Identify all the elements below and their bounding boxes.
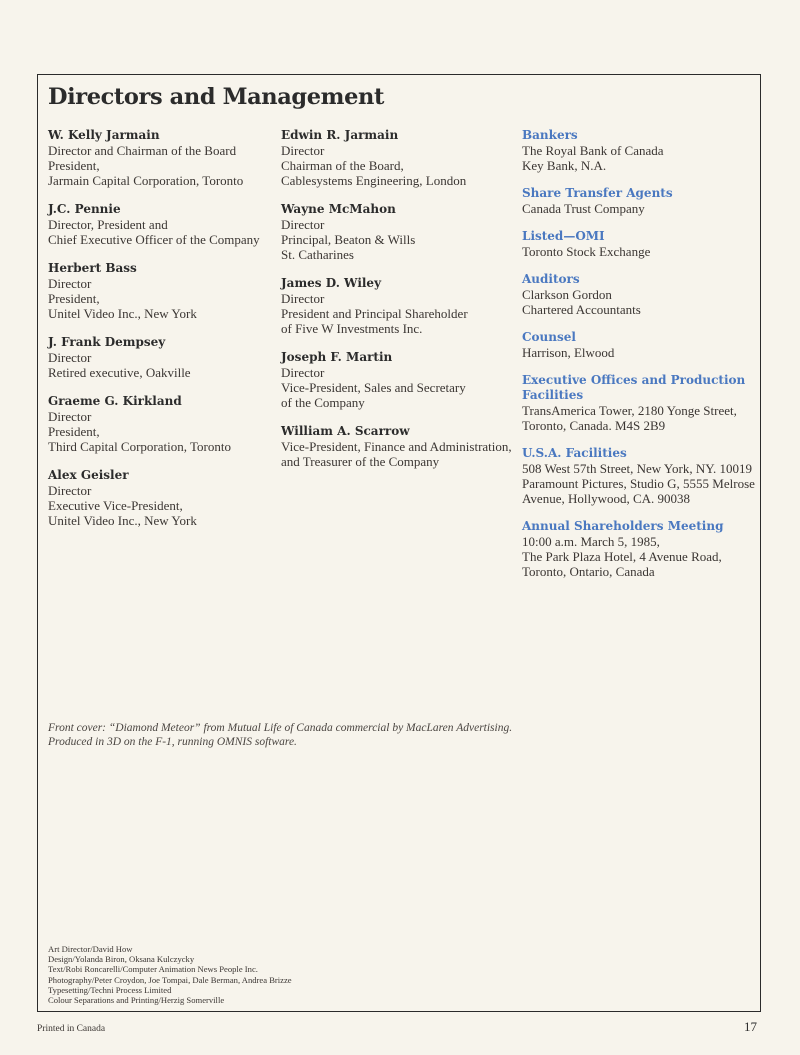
info-detail: Toronto, Canada. M4S 2B9 — [522, 418, 666, 433]
person-detail: Director — [48, 350, 92, 365]
person-entry — [281, 202, 511, 262]
printed-in-note: Printed in Canada — [37, 1024, 106, 1034]
person-name: Alex Geisler — [48, 468, 129, 482]
person-detail: President, — [48, 158, 100, 173]
person-name: James D. Wiley — [281, 276, 382, 290]
info-entry — [522, 229, 754, 259]
info-entry — [522, 128, 754, 173]
person-entry — [48, 128, 273, 188]
person-entry — [281, 276, 511, 336]
info-detail: Chartered Accountants — [522, 302, 641, 317]
info-detail: TransAmerica Tower, 2180 Yonge Street, — [522, 403, 737, 418]
person-entry — [48, 394, 273, 454]
info-detail: Canada Trust Company — [522, 201, 645, 216]
credit-line: Typesetting/Techni Process Limited — [48, 984, 172, 995]
person-detail: Director — [48, 409, 92, 424]
corporate-info-column — [522, 128, 754, 592]
directors-column-1 — [48, 128, 273, 542]
info-detail: Avenue, Hollywood, CA. 90038 — [522, 491, 691, 506]
person-name: Joseph F. Martin — [281, 350, 393, 364]
section-heading: Executive Offices and Production Facilities — [522, 373, 746, 402]
info-entry — [522, 446, 754, 506]
person-detail: Principal, Beaton & Wills — [281, 232, 416, 247]
info-entry — [522, 186, 754, 216]
info-entry — [522, 373, 754, 433]
info-entry — [522, 330, 754, 360]
person-detail: of the Company — [281, 395, 365, 410]
info-detail: 10:00 a.m. March 5, 1985, — [522, 534, 660, 549]
directors-column-2 — [281, 128, 511, 483]
person-detail: Director and Chairman of the Board — [48, 143, 237, 158]
person-detail: of Five W Investments Inc. — [281, 321, 423, 336]
person-entry — [48, 335, 273, 380]
info-entry — [522, 272, 754, 317]
info-detail: Harrison, Elwood — [522, 345, 615, 360]
person-name: William A. Scarrow — [281, 424, 410, 438]
person-entry — [48, 261, 273, 321]
info-detail: Clarkson Gordon — [522, 287, 612, 302]
person-name: Herbert Bass — [48, 261, 137, 275]
credit-line: Text/Robi Roncarelli/Computer Animation News People Inc. — [48, 964, 258, 975]
info-detail: 508 West 57th Street, New York, NY. 10019 — [522, 461, 752, 476]
section-heading: Annual Shareholders Meeting — [522, 519, 724, 533]
person-detail: St. Catharines — [281, 247, 354, 262]
person-name: Edwin R. Jarmain — [281, 128, 399, 142]
info-entry — [522, 519, 754, 579]
cover-note-line: Front cover: “Diamond Meteor” from Mutual Life of Canada commercial by MacLaren Advertising. — [48, 722, 513, 734]
section-heading: Bankers — [522, 128, 578, 142]
info-detail: The Park Plaza Hotel, 4 Avenue Road, — [522, 549, 722, 564]
person-name: W. Kelly Jarmain — [48, 128, 160, 142]
section-heading: Share Transfer Agents — [522, 186, 673, 200]
front-cover-note — [48, 721, 748, 749]
person-detail: Unitel Video Inc., New York — [48, 306, 197, 321]
person-detail: President, — [48, 424, 100, 439]
person-detail: Chairman of the Board, — [281, 158, 404, 173]
info-detail: The Royal Bank of Canada — [522, 143, 664, 158]
info-detail: Toronto Stock Exchange — [522, 244, 651, 259]
page-title: Directors and Management — [48, 84, 384, 110]
person-detail: Director — [48, 276, 92, 291]
credit-line: Art Director/David How — [48, 944, 133, 954]
person-entry — [281, 128, 511, 188]
person-detail: Director — [281, 217, 325, 232]
person-entry — [281, 350, 511, 410]
person-detail: and Treasurer of the Company — [281, 454, 440, 469]
person-detail: President, — [48, 291, 100, 306]
person-detail: Director — [281, 291, 325, 306]
person-name: Wayne McMahon — [281, 202, 396, 216]
production-credits — [48, 944, 648, 1005]
person-detail: President and Principal Shareholder — [281, 306, 468, 321]
credit-line: Photography/Peter Croydon, Joe Tompai, Dale Berman, Andrea Brizze — [48, 974, 292, 985]
person-detail: Vice-President, Finance and Administration, — [281, 439, 512, 454]
person-detail: Unitel Video Inc., New York — [48, 513, 197, 528]
page-number: 17 — [744, 1019, 757, 1034]
credit-line: Design/Yolanda Biron, Oksana Kulczycky — [48, 954, 195, 965]
person-detail: Vice-President, Sales and Secretary — [281, 380, 466, 395]
section-heading: Listed—OMI — [522, 229, 605, 243]
person-detail: Director — [281, 143, 325, 158]
person-detail: Third Capital Corporation, Toronto — [48, 439, 231, 454]
section-heading: Auditors — [522, 272, 580, 286]
cover-note-line: Produced in 3D on the F-1, running OMNIS software. — [48, 736, 297, 748]
person-detail: Cablesystems Engineering, London — [281, 173, 467, 188]
info-detail: Toronto, Ontario, Canada — [522, 564, 655, 579]
section-heading: Counsel — [522, 330, 576, 344]
info-detail: Key Bank, N.A. — [522, 158, 607, 173]
person-detail: Chief Executive Officer of the Company — [48, 232, 260, 247]
person-name: J. Frank Dempsey — [48, 335, 166, 349]
person-detail: Director, President and — [48, 217, 168, 232]
person-name: J.C. Pennie — [48, 202, 121, 216]
person-detail: Executive Vice-President, — [48, 498, 183, 513]
person-detail: Director — [281, 365, 325, 380]
person-name: Graeme G. Kirkland — [48, 394, 182, 408]
person-entry — [281, 424, 511, 469]
person-entry — [48, 202, 273, 247]
person-detail: Director — [48, 483, 92, 498]
info-detail: Paramount Pictures, Studio G, 5555 Melrose — [522, 476, 755, 491]
credit-line: Colour Separations and Printing/Herzig Somerville — [48, 995, 225, 1006]
person-entry — [48, 468, 273, 528]
person-detail: Jarmain Capital Corporation, Toronto — [48, 173, 244, 188]
person-detail: Retired executive, Oakville — [48, 365, 191, 380]
section-heading: U.S.A. Facilities — [522, 446, 627, 460]
